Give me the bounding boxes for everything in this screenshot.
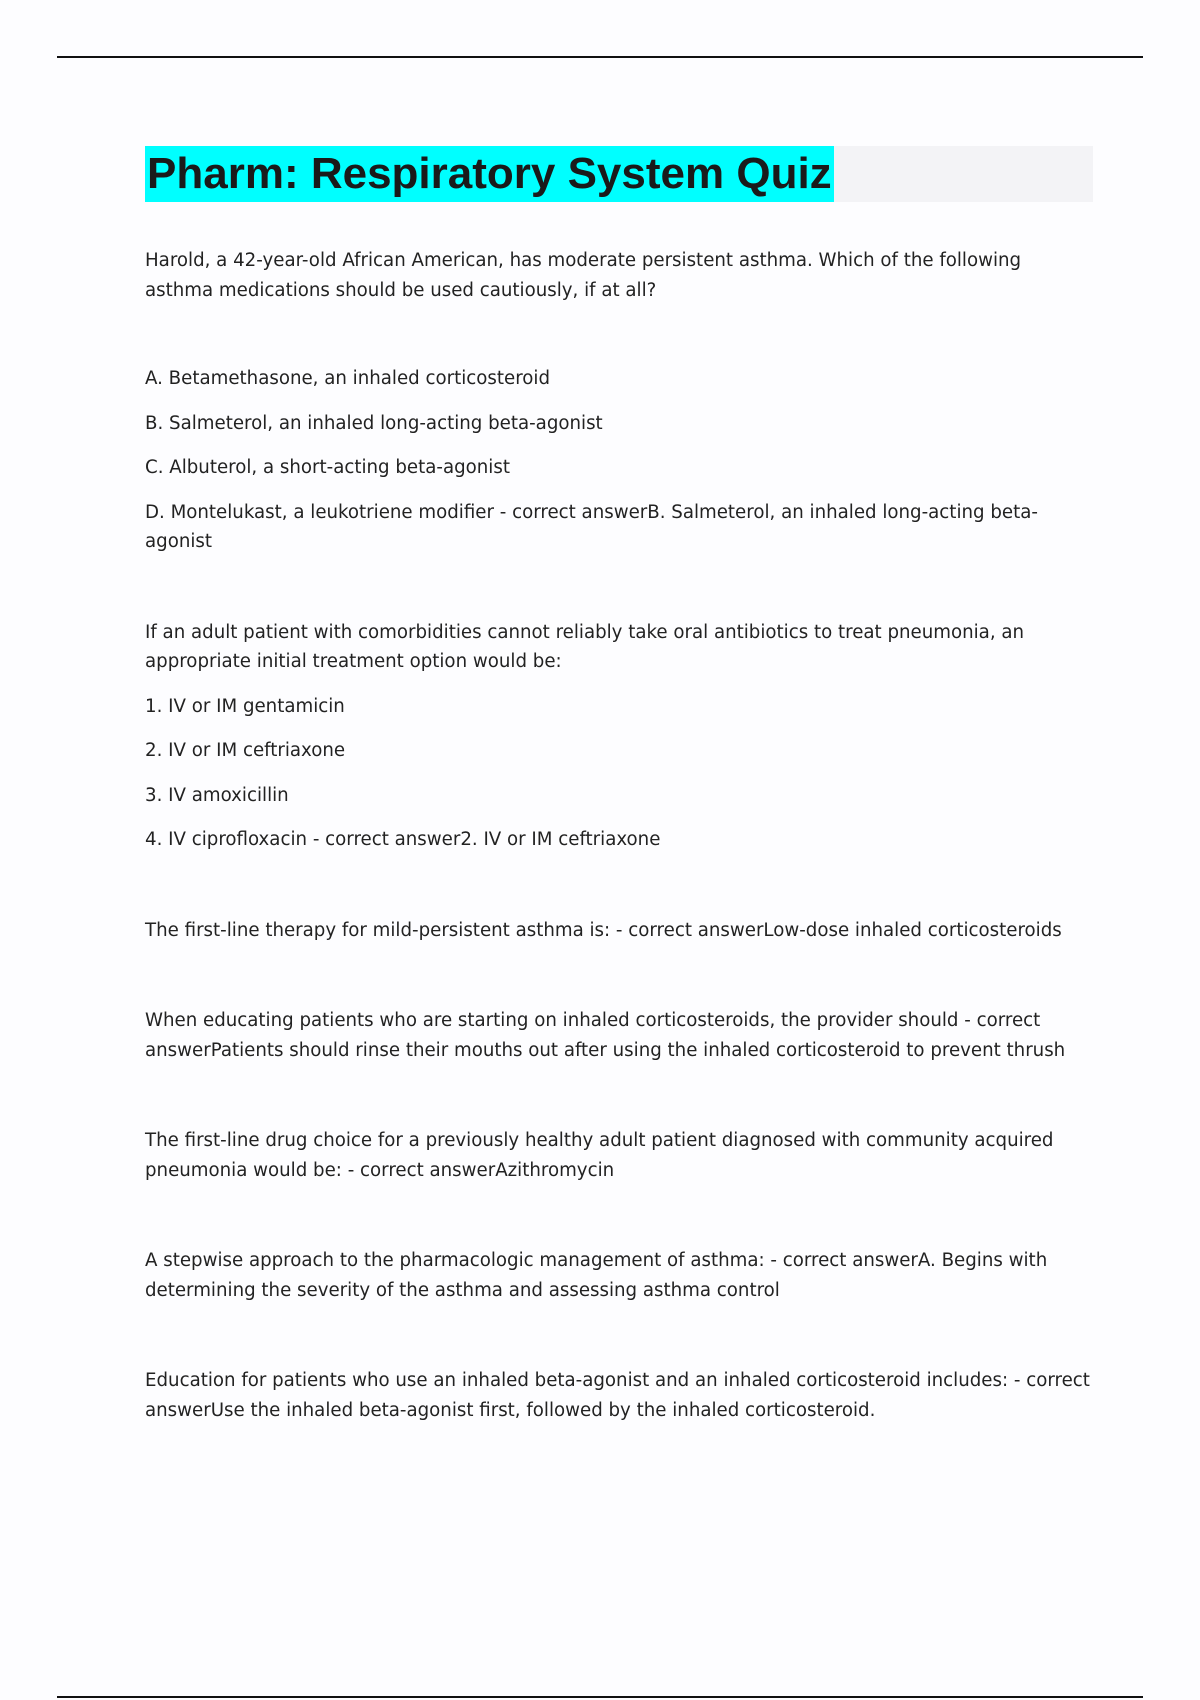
question-2-option-2: 2. IV or IM ceftriaxone (145, 740, 346, 761)
footer-rule (57, 1696, 1143, 1698)
quiz-content (145, 246, 1093, 1425)
question-3: The first-line therapy for mild-persistent asthma is: - correct answerLow-dose inhaled corticosteroids (145, 919, 1062, 941)
question-1-option-b: B. Salmeterol, an inhaled long-acting beta-agonist (145, 412, 603, 434)
question-2-option-4: 4. IV ciprofloxacin - correct answer2. IV or IM ceftriaxone (145, 829, 661, 850)
question-5: The first-line drug choice for a previously healthy adult patient diagnosed with community acquired pneumonia would be: - correct answerAzithromycin (145, 1130, 1054, 1181)
question-1: Harold, a 42-year-old African American, has moderate persistent asthma. Which of the following asthma medications should be used cautiously, if at all? (145, 250, 1022, 301)
question-1-option-a: A. Betamethasone, an inhaled corticosteroid (145, 368, 551, 389)
page-title: Pharm: Respiratory System Quiz (145, 146, 834, 202)
question-2: If an adult patient with comorbidities cannot reliably take oral antibiotics to treat pneumonia, an appropriate initial treatment option would be: (145, 621, 1025, 672)
question-2-option-1: 1. IV or IM gentamicin (145, 695, 345, 717)
question-6: A stepwise approach to the pharmacologic management of asthma: - correct answerA. Begins with determining the severity of the asthma and assessing asthma control (145, 1250, 1048, 1301)
header-rule (57, 56, 1143, 58)
question-7: Education for patients who use an inhaled beta-agonist and an inhaled corticosteroid includes: - correct answerUse the inhaled beta-agonist first, followed by the inhaled corticosteroid. (145, 1370, 1090, 1421)
question-1-option-d: D. Montelukast, a leukotriene modifier - correct answerB. Salmeterol, an inhaled long-acting beta-agonist (145, 501, 1038, 552)
question-2-option-3: 3. IV amoxicillin (145, 784, 289, 806)
question-4: When educating patients who are starting on inhaled corticosteroids, the provider should - correct answerPatients should rinse their mouths out after using the inhaled corticosteroid to prevent thrush (145, 1010, 1066, 1061)
question-1-option-c: C. Albuterol, a short-acting beta-agonist (145, 457, 510, 478)
